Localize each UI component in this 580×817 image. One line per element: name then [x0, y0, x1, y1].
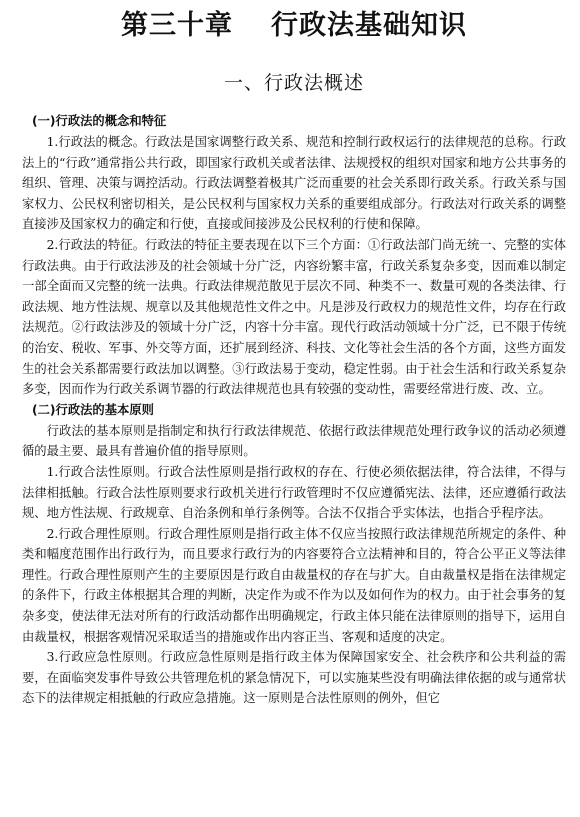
- subsection-concept: [22, 111, 566, 400]
- subsection-heading: (一)行政法的概念和特征: [32, 114, 167, 128]
- paragraph: 2.行政合理性原则。行政合理性原则是指行政主体不仅应当按照行政法律规范所规定的条件、种类和幅度范围作出行政行为，而且要求行政行为的内容要符合立法精神和目的，符合公平正义等法律理性。行政合理性原则产生的主要原因是行政自由裁量权的存在与扩大。自由裁量权是指在法律规定的条件下，行政主体根据其合理的判断，决定作为或不作为以及如何作为的权力。由于社会事务的复杂多变，使法律无法对所有的行政活动都作出明确规定，行政主体只能在法律原则的指导下，运用自由裁量权，根据客观情况采取适当的措施或作出内容正当、客观和适度的决定。: [22, 526, 566, 644]
- chapter-title: [22, 0, 566, 46]
- paragraph: 1.行政法的概念。行政法是国家调整行政关系、规范和控制行政权运行的法律规范的总称。行政法上的“行政”通常指公共行政，即国家行政机关或者法律、法规授权的组织对国家和地方公共事务的组织、管理、决策与调控活动。行政法调整着极其广泛而重要的社会关系即行政关系。行政关系与国家权力、公民权利密切相关，是公民权利与国家权力关系的重要组成部分。行政法对行政关系的调整直接涉及国家权力的确定和行使，直接或间接涉及公民权利的行使和保障。: [22, 135, 566, 232]
- paragraph: 2.行政法的特征。行政法的特征主要表现在以下三个方面：①行政法部门尚无统一、完整的实体行政法典。由于行政法涉及的社会领域十分广泛，内容纷繁丰富，行政关系复杂多变，因而难以制定一部全面而又完整的统一法典。行政法律规范散见于层次不同、种类不一、数量可观的各类法律、行政法规、地方性法规、规章以及其他规范性文件之中。凡是涉及行政权力的规范性文件，均存在行政法规范。②行政法涉及的领域十分广泛，内容十分丰富。现代行政活动领域十分广泛，已不限于传统的治安、税收、军事、外交等方面，还扩展到经济、科技、文化等社会生活的各个方面，这些方面发生的社会关系都需要行政法加以调整。③行政法易于变动，稳定性弱。由于社会生活和行政关系复杂多变，因而作为行政关系调节器的行政法律规范也具有较强的变动性，需要经常进行废、改、立。: [22, 237, 566, 397]
- chapter-name: 行政法基础知识: [271, 10, 467, 41]
- paragraph: 3.行政应急性原则。行政应急性原则是指行政主体为保障国家安全、社会秩序和公共利益的需要，在面临突发事件导致公共管理危机的紧急情况下，可以实施某些没有明确法律依据的或与通常状态下的法律规定相抵触的行政应急措施。这一原则是合法性原则的例外，但它: [22, 650, 566, 706]
- chapter-number: 第三十章: [121, 10, 233, 41]
- section-title: 一、行政法概述: [223, 72, 364, 94]
- subsection-principles: [22, 400, 566, 709]
- paragraph: 行政法的基本原则是指制定和执行行政法律规范、依据行政法律规范处理行政争议的活动必须遵循的最主要、最具有普遍价值的指导原则。: [22, 423, 566, 459]
- paragraph: 1.行政合法性原则。行政合法性原则是指行政权的存在、行使必须依据法律，符合法律，不得与法律相抵触。行政合法性原则要求行政机关进行行政管理时不仅应遵循宪法、法律，还应遵循行政法规、地方性法规、行政规章、自治条例和单行条例等。合法不仅指合乎实体法，也指合乎程序法。: [22, 464, 566, 521]
- subsection-heading: (二)行政法的基本原则: [32, 402, 154, 417]
